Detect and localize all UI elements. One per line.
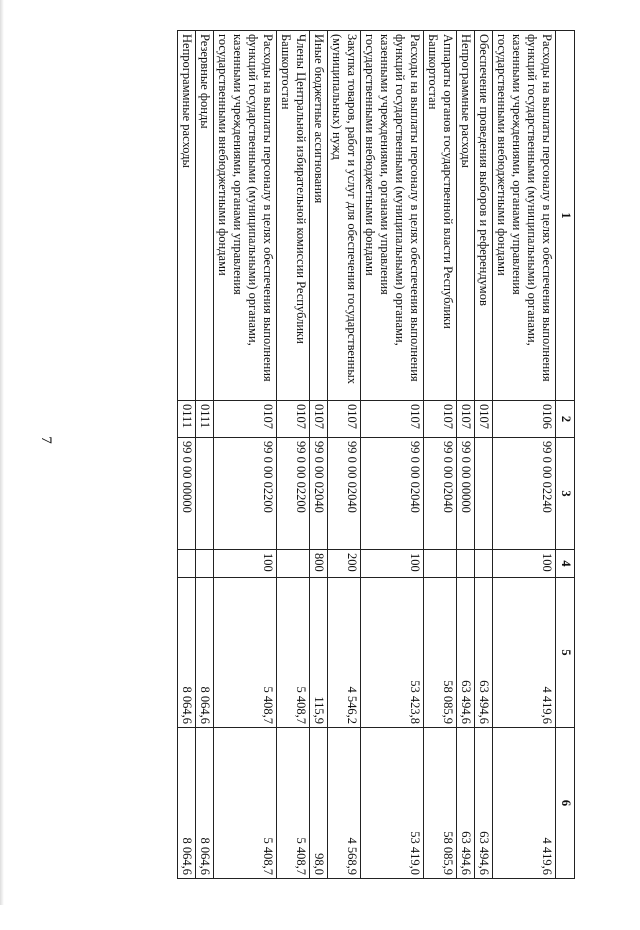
- row-type-cell: 100: [214, 550, 277, 578]
- row-target-cell: 99 0 00 00000: [178, 438, 196, 550]
- table-row: [424, 31, 457, 879]
- row-sum1-cell: 5 408,7: [214, 578, 277, 728]
- row-type-cell: [475, 550, 493, 578]
- row-name-cell: Закупка товаров, работ и услуг для обеспечения государственных (муниципальных) нужд: [328, 31, 361, 401]
- row-sum2-cell: 5 408,7: [214, 728, 277, 879]
- row-sum2-cell: 58 085,9: [424, 728, 457, 879]
- row-section-cell: 0107: [475, 401, 493, 438]
- row-target-cell: 99 0 00 02040: [361, 438, 424, 550]
- column-header: 1: [556, 31, 575, 401]
- row-name-cell: Расходы на выплаты персоналу в целях обеспечения выполнения функций государственными (муниципальными) органами, казенными учреждениями, органами управления государственными внебюджетными фондами: [493, 31, 556, 401]
- row-sum2-cell: 63 494,6: [457, 728, 475, 879]
- row-name-cell: Расходы на выплаты персоналу в целях обеспечения выполнения функций государственными (муниципальными) органами, казенными учреждениями, органами управления государственными внебюджетными фондами: [361, 31, 424, 401]
- row-sum2-cell: 53 419,0: [361, 728, 424, 879]
- row-section-cell: 0107: [214, 401, 277, 438]
- table-row: [493, 31, 556, 879]
- row-section-cell: 0107: [277, 401, 310, 438]
- row-sum1-cell: 4 546,2: [328, 578, 361, 728]
- row-type-cell: [457, 550, 475, 578]
- row-sum2-cell: 98,0: [310, 728, 328, 879]
- table-header-row: [556, 31, 575, 879]
- scan-edge: [0, 0, 4, 905]
- row-sum1-cell: 53 423,8: [361, 578, 424, 728]
- table-row: [178, 31, 196, 879]
- row-sum1-cell: 63 494,6: [475, 578, 493, 728]
- row-type-cell: [178, 550, 196, 578]
- row-type-cell: 100: [361, 550, 424, 578]
- row-sum1-cell: 4 419,6: [493, 578, 556, 728]
- row-target-cell: 99 0 00 02040: [310, 438, 328, 550]
- column-header: 2: [556, 401, 575, 438]
- row-section-cell: 0107: [328, 401, 361, 438]
- row-type-cell: [424, 550, 457, 578]
- row-target-cell: [475, 438, 493, 550]
- row-sum1-cell: 63 494,6: [457, 578, 475, 728]
- row-section-cell: 0107: [361, 401, 424, 438]
- row-target-cell: 99 0 00 02200: [214, 438, 277, 550]
- row-section-cell: 0111: [178, 401, 196, 438]
- row-sum2-cell: 4 568,9: [328, 728, 361, 879]
- row-sum1-cell: 8 064,6: [178, 578, 196, 728]
- row-name-cell: Расходы на выплаты персоналу в целях обеспечения выполнения функций государственными (муниципальными) органами, казенными учреждениями, органами управления государственными внебюджетными фондами: [214, 31, 277, 401]
- row-name-cell: Непрограммные расходы: [178, 31, 196, 401]
- row-section-cell: 0111: [196, 401, 214, 438]
- row-type-cell: 800: [310, 550, 328, 578]
- row-type-cell: 100: [493, 550, 556, 578]
- table-row: [310, 31, 328, 879]
- row-target-cell: [196, 438, 214, 550]
- row-section-cell: 0107: [310, 401, 328, 438]
- row-sum2-cell: 8 064,6: [196, 728, 214, 879]
- row-sum2-cell: 5 408,7: [277, 728, 310, 879]
- row-target-cell: 99 0 00 02040: [424, 438, 457, 550]
- table-row: [214, 31, 277, 879]
- row-name-cell: Члены Центральной избирательной комиссии Республики Башкортостан: [277, 31, 310, 401]
- page-content: [85, 30, 640, 930]
- column-header: 4: [556, 550, 575, 578]
- column-header: 6: [556, 728, 575, 879]
- row-sum1-cell: 5 408,7: [277, 578, 310, 728]
- column-header: 5: [556, 578, 575, 728]
- row-section-cell: 0106: [493, 401, 556, 438]
- row-target-cell: 99 0 00 02240: [493, 438, 556, 550]
- row-sum1-cell: 8 064,6: [196, 578, 214, 728]
- row-type-cell: [277, 550, 310, 578]
- row-sum2-cell: 4 419,6: [493, 728, 556, 879]
- row-name-cell: Иные бюджетные ассигнования: [310, 31, 328, 401]
- row-name-cell: Непрограммные расходы: [457, 31, 475, 401]
- row-type-cell: [196, 550, 214, 578]
- column-header: 3: [556, 438, 575, 550]
- row-sum2-cell: 63 494,6: [475, 728, 493, 879]
- table-row: [361, 31, 424, 879]
- row-name-cell: Резервные фонды: [196, 31, 214, 401]
- row-sum1-cell: 58 085,9: [424, 578, 457, 728]
- row-section-cell: 0107: [457, 401, 475, 438]
- row-target-cell: 99 0 00 02040: [328, 438, 361, 550]
- table-row: [328, 31, 361, 879]
- table-body: [178, 31, 556, 879]
- table-row: [475, 31, 493, 879]
- row-name-cell: Аппараты органов государственной власти Республики Башкортостан: [424, 31, 457, 401]
- rotated-table-wrapper: [85, 30, 575, 878]
- budget-table: [177, 30, 575, 879]
- page-number: 7: [38, 436, 54, 444]
- table-row: [196, 31, 214, 879]
- row-type-cell: 200: [328, 550, 361, 578]
- row-target-cell: 99 0 00 02200: [277, 438, 310, 550]
- row-target-cell: 99 0 00 00000: [457, 438, 475, 550]
- row-sum2-cell: 8 064,6: [178, 728, 196, 879]
- table-row: [457, 31, 475, 879]
- table-row: [277, 31, 310, 879]
- row-section-cell: 0107: [424, 401, 457, 438]
- row-name-cell: Обеспечение проведения выборов и референдумов: [475, 31, 493, 401]
- row-sum1-cell: 115,9: [310, 578, 328, 728]
